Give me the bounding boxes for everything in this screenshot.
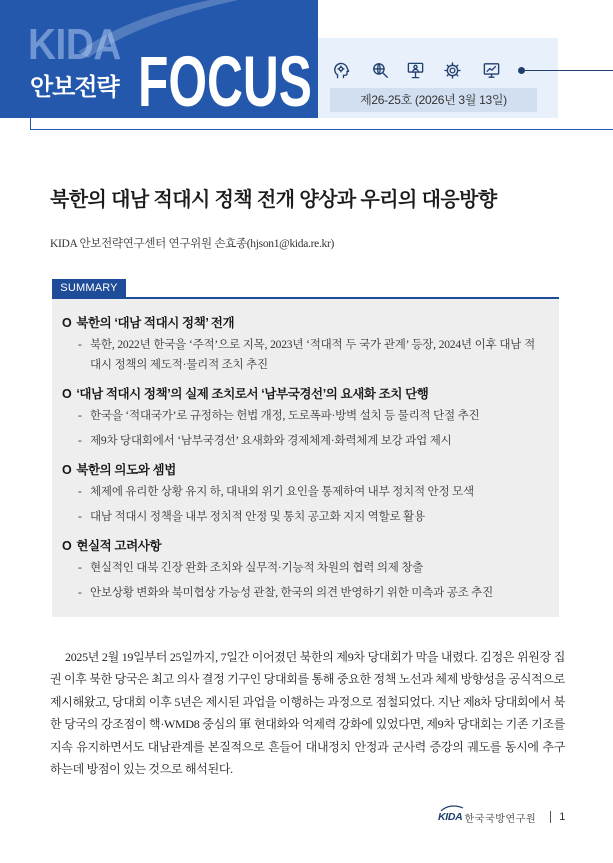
summary-heading [62,385,535,403]
item-marker: - [78,587,82,599]
article [50,186,565,780]
globe-search-icon [371,61,390,80]
item-marker: - [78,339,82,351]
heading-marker: O [62,316,72,330]
heading-marker: O [62,387,72,401]
summary-label: SUMMARY [52,279,126,297]
summary-item [78,583,535,603]
header-line [521,70,613,71]
summary-item-text: 북한, 2022년 한국을 ‘주적’으로 지목, 2023년 ‘적대적 두 국가 관계’ 등장, 2024년 이후 대남 적대시 정책의 제도적·물리적 조치 추진 [90,339,535,371]
series-label: 안보전략 [30,74,119,101]
heading-marker: O [62,463,72,477]
body-paragraph: 2025년 2월 19일부터 25일까지, 7일간 이어졌던 북한의 제9차 당대회가 막을 내렸다. 김정은 위원장 집권 이후 북한 당국은 최고 의사 결정 기구인 당대회를 통해 중요한 정책 노선과 체제 방향성을 공식적으로 제시해왔고, 당대회 이후 5년은 제시된 과업을 이행하는 과정으로 점철되었다. 지난 제8차 당대회에서 북한 당국의 강조점이 핵·WMD8 중심의 軍 현대화와 억제력 강화에 있었다면, 제9차 당대회는 기존 기조를 지속 유지하면서도 대남관계를 본질적으로 흔들어 대내정치 안정과 군사력 증강의 궤도를 동시에 추구하는데 방점이 있는 것으로 해석된다. [50,650,565,777]
summary-section [62,385,535,451]
summary-heading [62,314,535,332]
summary-section [62,537,535,603]
series-name: FOCUS [138,43,312,118]
summary-item-text: 안보상황 변화와 북미협상 가능성 관찰, 한국의 의견 반영하기 위한 미측과 공조 추진 [90,587,494,599]
item-marker: - [78,511,82,523]
page-footer [438,808,565,826]
item-marker: - [78,486,82,498]
summary-box [52,297,559,617]
summary-heading-text: 현실적 고려사항 [76,539,162,553]
page-number: 1 [559,811,566,823]
kida-watermark-logo: KIDA [28,20,121,69]
item-marker: - [78,410,82,422]
article-title: 북한의 대남 적대시 정책 전개 양상과 우리의 대응방향 [50,189,497,211]
summary-item-text: 대남 적대시 정책을 내부 정치적 안정 및 통치 공고화 지지 역할로 활용 [90,511,425,523]
kida-footer-logo [438,810,536,825]
summary-section [62,461,535,527]
summary-heading-text: ‘대남 적대시 정책’의 실제 조치로서 ‘남부국경선’의 요새화 조치 단행 [76,387,429,401]
summary-heading [62,537,535,555]
summary-item [78,507,535,527]
issue-number: 제26-25호 (2026년 3월 13일) [330,88,537,112]
summary-item [78,406,535,426]
summary-item-text: 제9차 당대회에서 ‘남부국경선’ 요새화와 경제체계·화력체계 보강 과업 제시 [90,435,452,447]
monitor-chart-icon [482,61,501,80]
gear-icon [443,61,462,80]
head-gear-icon [332,61,351,80]
summary-item [78,558,535,578]
summary-section [62,314,535,375]
footer-logo-mark: KIDA [438,811,463,823]
summary-item-text: 한국을 ‘적대국가’로 규정하는 헌법 개정, 도로폭파·방벽 설치 등 물리적 단절 추진 [90,410,480,422]
logo-swoosh-icon [440,805,464,812]
item-marker: - [78,435,82,447]
person-computer-icon [406,61,425,80]
author-line: KIDA 안보전략연구센터 연구위원 손효종(hjson1@kida.re.kr) [50,238,335,250]
footer-organization: 한국국방연구원 [464,813,537,825]
summary-item [78,431,535,451]
item-marker: - [78,562,82,574]
summary-heading [62,461,535,479]
summary-item-text: 체제에 유리한 상황 유지 하, 대내외 위기 요인을 통제하여 내부 정치적 안정 모색 [90,486,474,498]
heading-marker: O [62,539,72,553]
summary-heading-text: 북한의 ‘대남 적대시 정책’ 전개 [76,316,235,330]
footer-divider [550,811,551,823]
summary-item [78,335,535,375]
header-rule [30,118,613,130]
summary-item-text: 현실적인 대북 긴장 완화 조치와 실무적·기능적 차원의 협력 의제 창출 [90,562,424,574]
header-brand-block [0,0,318,118]
summary-heading-text: 북한의 의도와 셈법 [76,463,176,477]
summary-item [78,482,535,502]
